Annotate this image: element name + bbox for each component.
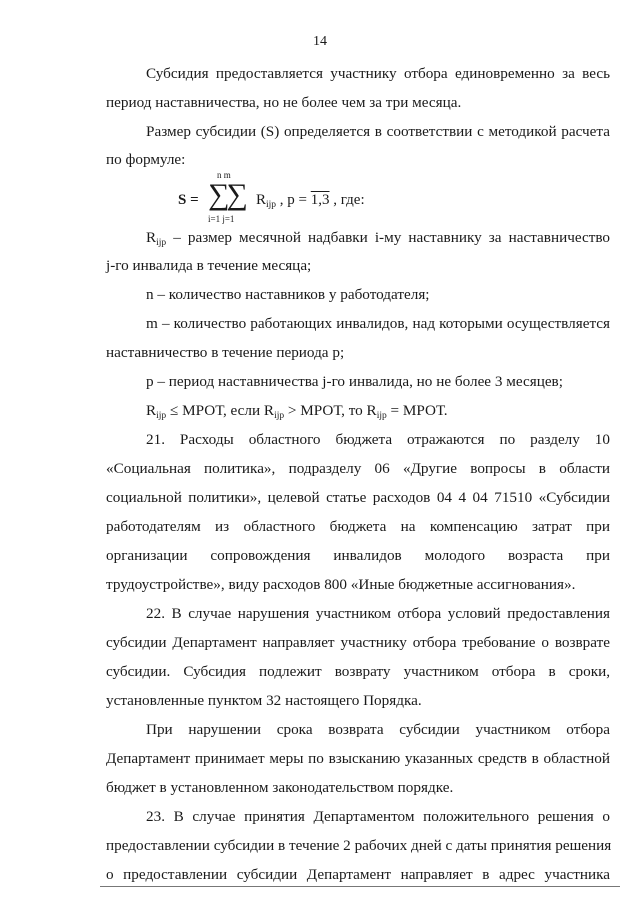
formula-sigma: ∑∑ [208, 178, 245, 211]
paragraph-line: При нарушении срока возврата субсидии участником отбора [146, 721, 610, 738]
formula-range: 1,3 [310, 192, 330, 208]
formula-tail: , где: [329, 192, 365, 208]
formula-upper-limits: n m [217, 170, 231, 180]
r-subscript: ijp [156, 411, 167, 421]
paragraph-line: организации сопровождения инвалидов молодого возраста при [106, 547, 610, 564]
formula-term-subscript: ijp [266, 200, 277, 210]
paragraph-line: работодателям из областного бюджета на компенсацию затрат при [106, 518, 610, 535]
paragraph-line: о предоставлении субсидии Департамент направляет в адрес участника [106, 866, 610, 883]
r-symbol: R [146, 402, 157, 419]
paragraph-line: субсидии Департамент направляет участнику отбора требование о возврате [106, 634, 610, 651]
paragraph-line: m – количество работающих инвалидов, над которыми осуществляется [146, 315, 610, 332]
cond-c: = МРОТ. [386, 402, 448, 419]
r-subscript: ijp [376, 411, 387, 421]
paragraph-line [146, 230, 610, 249]
paragraph-line: бюджет в установленном законодательством порядке. [106, 779, 454, 796]
paragraph-line: Субсидия предоставляется участнику отбора единовременно за весь [146, 65, 610, 82]
paragraph-line: Размер субсидии (S) определяется в соответствии с методикой расчета [146, 123, 610, 140]
paragraph-line: j-го инвалида в течение месяца; [106, 257, 312, 274]
r-symbol: R [366, 402, 377, 419]
formula-lower-limits: i=1 j=1 [208, 214, 235, 224]
formula-mid: , p = [276, 192, 311, 208]
paragraph-line: 23. В случае принятия Департаментом положительного решения о [146, 808, 610, 825]
paragraph-line: по формуле: [106, 151, 186, 168]
subsidy-formula [178, 170, 478, 226]
paragraph-line: n – количество наставников у работодателя; [146, 286, 430, 303]
paragraph-line: p – период наставничества j-го инвалида, но не более 3 месяцев; [146, 373, 563, 390]
paragraph-line: период наставничества, но не более чем за три месяца. [106, 94, 462, 111]
footer-divider [100, 886, 620, 887]
paragraph-line: наставничество в течение периода p; [106, 344, 345, 361]
paragraph-line: социальной политики», целевой статье расходов 04 4 04 71510 «Субсидии [106, 489, 610, 506]
cond-a: ≤ МРОТ, если [166, 402, 264, 419]
r-subscript: ijp [156, 238, 167, 248]
paragraph-line: 22. В случае нарушения участником отбора условий предоставления [146, 605, 610, 622]
r-symbol: R [146, 229, 157, 246]
paragraph-line: субсидии. Субсидия подлежит возврату участником отбора в сроки, [106, 663, 610, 680]
paragraph-line: установленные пунктом 32 настоящего Порядка. [106, 692, 422, 709]
paragraph-line: предоставлении субсидии в течение 2 рабочих дней с даты принятия решения [106, 837, 612, 854]
r-symbol: R [263, 402, 275, 419]
r-subscript: ijp [274, 411, 285, 421]
paragraph-line: «Социальная политика», подразделу 06 «Другие вопросы в области [106, 460, 610, 477]
mrot-condition [146, 403, 610, 422]
paragraph-line: 21. Расходы областного бюджета отражаются по разделу 10 [146, 431, 610, 448]
definition-text: – размер месячной надбавки i-му наставнику за наставничество [166, 229, 610, 246]
paragraph-line: трудоустройстве», виду расходов 800 «Иные бюджетные ассигнования». [106, 576, 576, 593]
paragraph-line: Департамент принимает меры по взысканию указанных средств в областной [106, 750, 610, 767]
formula-lhs: S = [178, 192, 199, 208]
formula-terms [256, 192, 365, 210]
formula-term: R [256, 192, 267, 208]
cond-b: > МРОТ, то [284, 402, 367, 419]
page-number: 14 [313, 34, 327, 49]
